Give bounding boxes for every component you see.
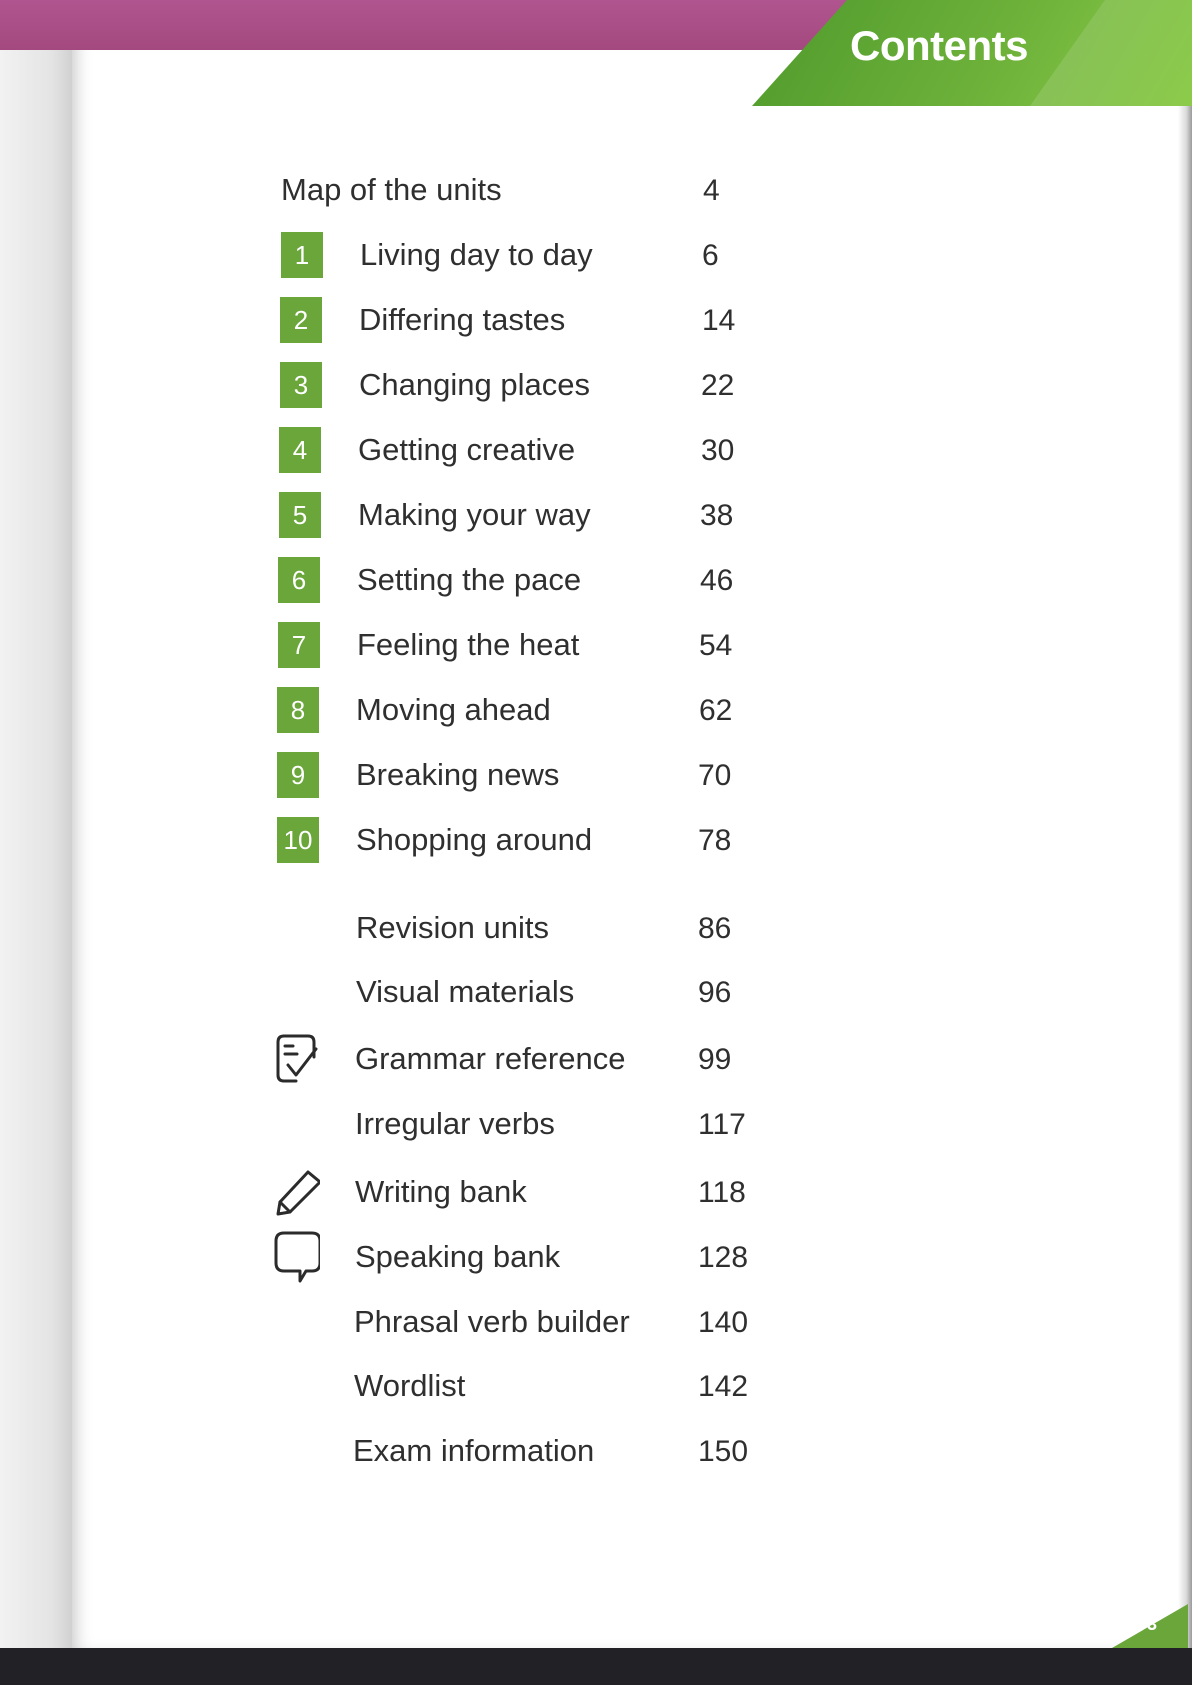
- entry-title: Map of the units: [281, 172, 502, 207]
- section-row-irregular-verbs[interactable]: [0, 1096, 800, 1152]
- section-title: Phrasal verb builder: [354, 1304, 630, 1339]
- page-number: 3: [1146, 1614, 1157, 1634]
- unit-page: 30: [701, 434, 735, 467]
- unit-page: 62: [699, 694, 733, 727]
- unit-page: 54: [699, 629, 733, 662]
- section-row-visual-materials[interactable]: [0, 964, 800, 1020]
- unit-page: 70: [698, 759, 732, 792]
- unit-title: Feeling the heat: [357, 627, 580, 662]
- unit-title: Differing tastes: [359, 302, 566, 337]
- section-page: 150: [698, 1435, 749, 1468]
- entry-page: 4: [703, 174, 720, 207]
- section-title: Writing bank: [355, 1174, 527, 1209]
- section-page: 140: [698, 1306, 749, 1339]
- unit-row[interactable]: [0, 682, 800, 738]
- unit-page: 46: [700, 564, 734, 597]
- unit-page: 38: [700, 499, 734, 532]
- section-title: Visual materials: [356, 974, 575, 1009]
- checklist-icon: [274, 1031, 320, 1087]
- unit-page: 78: [698, 824, 732, 857]
- pencil-icon: [274, 1164, 320, 1220]
- unit-row[interactable]: [0, 552, 800, 608]
- unit-number-badge: 5: [279, 492, 321, 538]
- unit-page: 14: [702, 304, 736, 337]
- section-page: 96: [698, 976, 732, 1009]
- section-page: 118: [698, 1176, 746, 1209]
- unit-title: Making your way: [358, 497, 591, 532]
- section-page: 99: [698, 1043, 732, 1076]
- section-title: Grammar reference: [355, 1041, 626, 1076]
- section-title: Wordlist: [354, 1368, 466, 1403]
- unit-title: Changing places: [359, 367, 590, 402]
- header-band: [0, 0, 880, 50]
- unit-row[interactable]: [0, 422, 800, 478]
- section-page: 142: [698, 1370, 749, 1403]
- unit-title: Moving ahead: [356, 692, 551, 727]
- unit-row[interactable]: [0, 292, 800, 348]
- section-title: Revision units: [356, 910, 549, 945]
- unit-number-badge: 4: [279, 427, 321, 473]
- unit-title: Living day to day: [360, 237, 593, 272]
- section-title: Exam information: [353, 1433, 595, 1468]
- section-row-phrasal-verb-builder[interactable]: [0, 1294, 800, 1350]
- section-row-speaking-bank[interactable]: [0, 1229, 800, 1285]
- unit-number-badge: 10: [277, 817, 319, 863]
- scan-border: [0, 1648, 1192, 1685]
- unit-number-badge: 6: [278, 557, 320, 603]
- section-page: 117: [698, 1108, 746, 1141]
- unit-row[interactable]: [0, 487, 800, 543]
- unit-title: Breaking news: [356, 757, 560, 792]
- section-row-exam-information[interactable]: [0, 1423, 800, 1479]
- unit-title: Setting the pace: [357, 562, 582, 597]
- section-title: Irregular verbs: [355, 1106, 555, 1141]
- unit-page: 6: [702, 239, 719, 272]
- section-row-revision-units[interactable]: [0, 900, 800, 956]
- unit-row[interactable]: [0, 812, 800, 868]
- unit-number-badge: 3: [280, 362, 322, 408]
- page-edge: [1178, 0, 1192, 1648]
- section-page: 86: [698, 912, 732, 945]
- contents-item-map-of-units[interactable]: [0, 162, 800, 218]
- speech-bubble-icon: [274, 1229, 320, 1285]
- unit-row[interactable]: [0, 747, 800, 803]
- unit-number-badge: 7: [278, 622, 320, 668]
- unit-title: Getting creative: [358, 432, 576, 467]
- section-page: 128: [698, 1241, 749, 1274]
- unit-page: 22: [701, 369, 735, 402]
- section-title: Speaking bank: [355, 1239, 561, 1274]
- unit-number-badge: 9: [277, 752, 319, 798]
- unit-row[interactable]: [0, 227, 800, 283]
- page-title: Contents: [850, 22, 1028, 69]
- unit-title: Shopping around: [356, 822, 593, 857]
- section-row-writing-bank[interactable]: [0, 1164, 800, 1220]
- section-row-grammar-reference[interactable]: [0, 1031, 800, 1087]
- section-row-wordlist[interactable]: [0, 1358, 800, 1414]
- unit-row[interactable]: [0, 617, 800, 673]
- unit-row[interactable]: [0, 357, 800, 413]
- unit-number-badge: 1: [281, 232, 323, 278]
- unit-number-badge: 8: [277, 687, 319, 733]
- unit-number-badge: 2: [280, 297, 322, 343]
